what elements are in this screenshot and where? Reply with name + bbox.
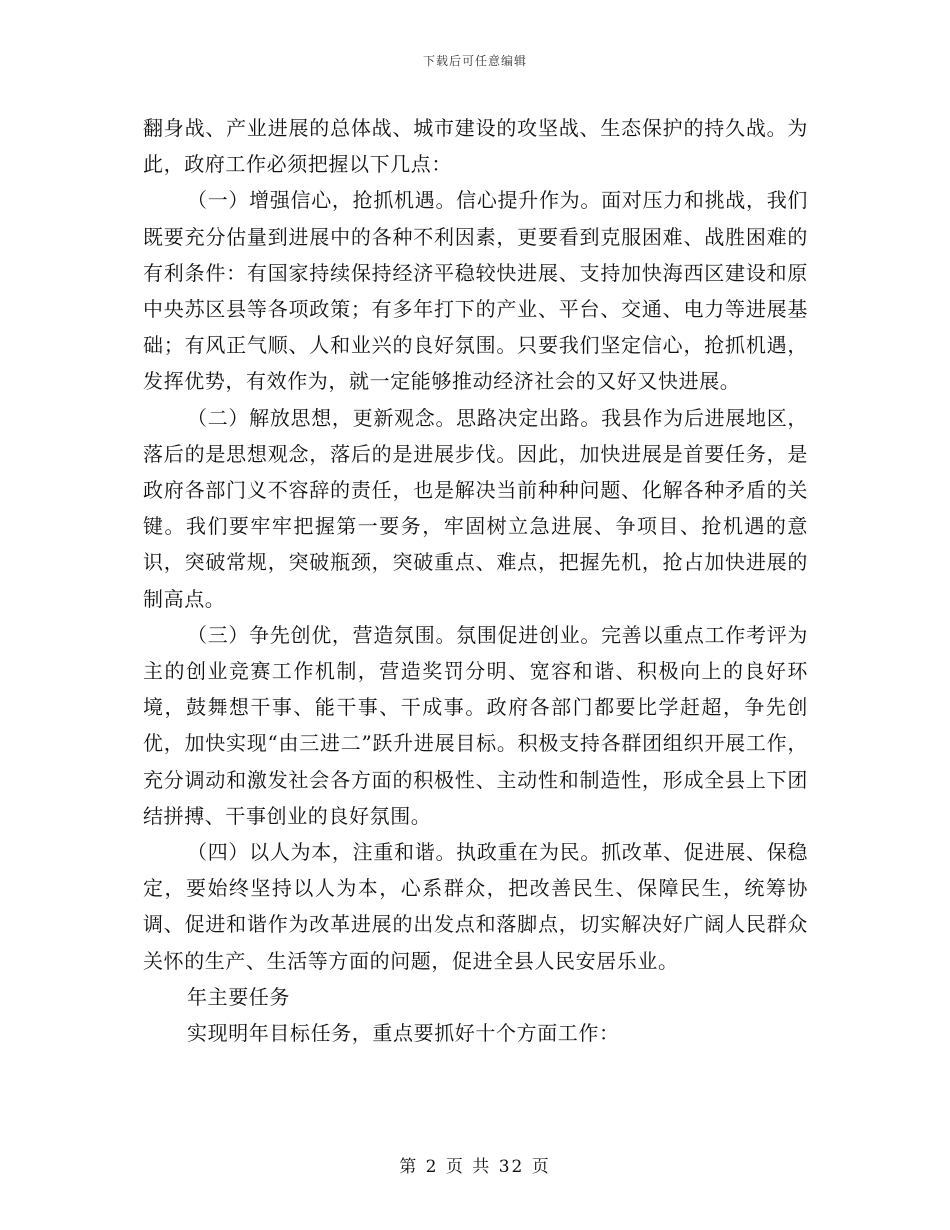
page-number-footer: 第 2 页 共 32 页 xyxy=(399,1157,551,1177)
paragraph-intro: 翻身战、产业进展的总体战、城市建设的攻坚战、生态保护的持久战。为此，政府工作必须把握以下几点： xyxy=(143,116,808,177)
paragraph-point-2: （二）解放思想，更新观念。思路决定出路。我县作为后进展地区，落后的是思想观念，落后的是进展步伐。因此，加快进展是首要任务，是政府各部门义不容辞的责任，也是解决当前种种问题、化解各种矛盾的关键。我们要牢牢把握第一要务，牢固树立急进展、争项目、抢机遇的意识，突破常规，突破瓶颈，突破重点、难点，把握先机，抢占加快进展的制高点。 xyxy=(143,405,808,611)
document-body xyxy=(143,110,808,1051)
paragraph-tasks-intro: 实现明年目标任务，重点要抓好十个方面工作： xyxy=(187,1021,620,1046)
paragraph-point-3: （三）争先创优，营造氛围。氛围促进创业。完善以重点工作考评为主的创业竞赛工作机制，营造奖罚分明、宽容和谐、积极向上的良好环境，鼓舞想干事、能干事、干成事。政府各部门都要比学赶超，争先创优，加快实现“由三进二”跃升进展目标。积极支持各群团组织开展工作，充分调动和激发社会各方面的积极性、主动性和制造性，形成全县上下团结拼搏、干事创业的良好氛围。 xyxy=(143,622,808,828)
section-heading-main-tasks: 年主要任务 xyxy=(187,984,290,1009)
paragraph-point-1: （一）增强信心，抢抓机遇。信心提升作为。面对压力和挑战，我们既要充分估量到进展中的各种不利因素，更要看到克服困难、战胜困难的有利条件：有国家持续保持经济平稳较快进展、支持加快海西区建设和原中央苏区县等各项政策；有多年打下的产业、平台、交通、电力等进展基础；有风正气顺、人和业兴的良好氛围。只要我们坚定信心，抢抓机遇，发挥优势，有效作为，就一定能够推动经济社会的又好又快进展。 xyxy=(143,188,808,394)
paragraph-point-4: （四）以人为本，注重和谐。执政重在为民。抓改革、促进展、保稳定，要始终坚持以人为本，心系群众，把改善民生、保障民生，统筹协调、促进和谐作为改革进展的出发点和落脚点，切实解决好广阔人民群众关怀的生产、生活等方面的问题，促进全县人民安居乐业。 xyxy=(143,840,808,973)
page-header-note: 下载后可任意编辑 xyxy=(422,54,527,68)
